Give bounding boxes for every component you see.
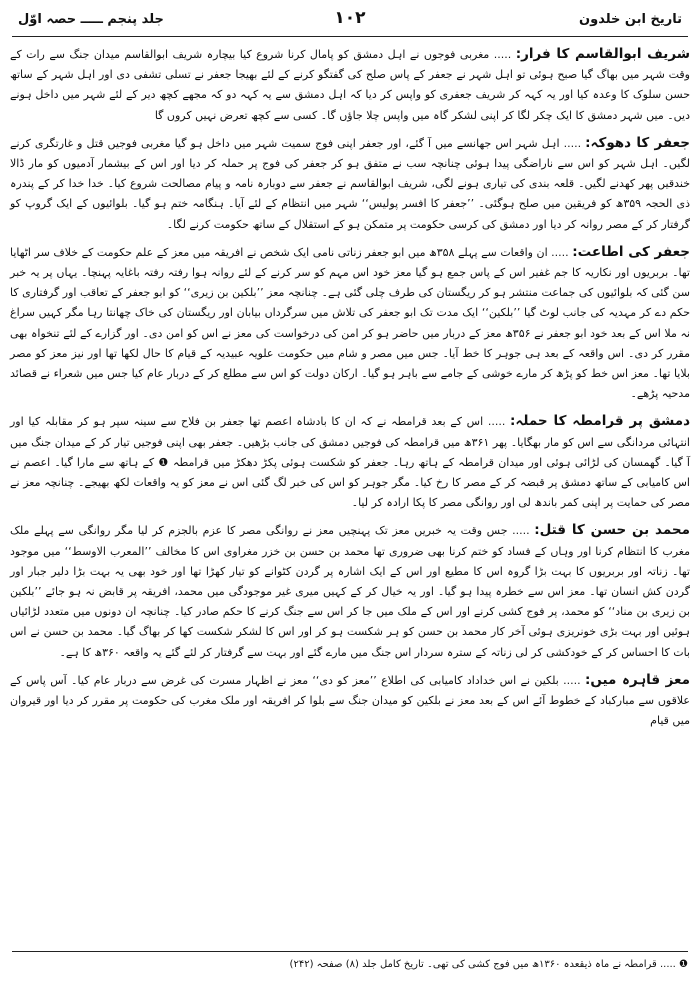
section-text: ..... جس وقت یہ خبریں معز تک پہنچیں معز نے روانگی مصر کا عزم بالجزم کر لیا مگر روانگی سے پہلے ملک مغرب کا انتظام کرنا اور وہاں کے فساد کو ختم کرنا بھی ضروری تھا محمد بن حسن بن خزر مغراوی اس کا مخالف ’’المعرب الاوسط‘‘ میں موجود تھا۔ زناتہ اور بربریوں کا بہت بڑا گروہ اس کا مطیع اور اس کے ایک اشارہ پر گردن کٹوانے کو تیار کھڑا تھا اور خود بھی یہ بہت بڑا دلیر جبار اور گردن کش انسان تھا۔ معز اس سے خطرہ پیدا ہو گیا۔ اور یہ خیال کر کے کہیں میری غیر موجودگی میں محمد، افریقہ پر قابض نہ ہو جائے ’’بلکین بن زیری بن مناد‘‘ کو محمد، پر فوج کشی کرنے اور اس کے ملک میں جا کر اس سے جنگ کرنے کا حکم صادر کیا۔ چنانچہ ان دونوں میں متعدد لڑائیاں ہوئیں اور بہت بڑی خونریزی ہوئی آخر کار محمد بن حسن کو ہر شکست ہو کر اور اس کا لشکر شکست کھا کر بھاگ گیا۔ محمد بن حسن نے اس بات کا احساس کر کے خودکشی کر لی زناتہ کے سترہ سردار اس جنگ میں مارے گئے اور بہت سے گرفتار کر لئے گئے یہ واقعہ ۳۶۰ھ کا ہے۔ [10, 524, 690, 659]
section-heading: دمشق پر قرامطہ کا حملہ: [510, 413, 691, 430]
section-text: ..... ان واقعات سے پہلے ۳۵۸ھ میں ابو جعفر زناتی نامی ایک شخص نے افریقہ میں معز کے علم حکومت کے خلاف سر اٹھایا تھا۔ بربریوں اور نکاریہ کا جم غفیر اس کے پاس جمع ہو گیا معز خود اس مہم کو سر کرنے کے لئے روانہ ہوا رفتہ رفتہ باغایہ پہنچا۔ یہاں پر یہ خبر سن گئی کہ بلوائیوں کی جماعت منتشر ہو کر ریگستان کی طرف چلی گئی ہے۔ چنانچہ معز ’’بلکین بن زیری‘‘ کو ابو جعفر کے تعاقب اور گرفتاری کا حکم دے کر مہدیہ کی جانب لوٹ گیا ’’بلکین‘‘ ایک مدت تک ابو جعفر کی تلاش میں سرگرداں بیابان اور ریگستان کی خاک چھانتا رہا مگر کہیں سراغ نہ ملا اس کے بعد خود ابو جعفر نے ۳۵۶ھ معز کے دربار میں حاضر ہو کر امن کی درخواست کی معز نے اس کو امن دی۔ اور گزارے کے لئے تنخواہ بھی مقرر کر دی۔ اس واقعہ کے بعد ہی جوہر کا خط آیا۔ جس میں مصر و شام میں حکومت علویہ عبیدیہ کے قیام کا حال لکھا تھا اور نیز معز کو مصر بلایا تھا۔ معز اس خط کو پڑھ کر مارے خوشی کے جامے سے باہر ہو گیا۔ ارکان دولت کو اس سے مطلع کر کے دربار عام کیا جس میں شعراء نے قصائد مدحیہ پڑھے۔ [10, 245, 690, 401]
header-rule [12, 36, 688, 37]
section-heading: شریف ابوالقاسم کا فرار: [515, 46, 690, 62]
section-heading: معز قاہرہ میں: [584, 671, 690, 688]
section-3 [10, 242, 690, 405]
section-heading: محمد بن حسن کا قتل: [534, 522, 690, 539]
volume-label: جلد پنجم ـــــ حصہ اوّل [18, 12, 164, 27]
book-title: تاریخ ابن خلدون [579, 12, 682, 27]
section-4 [10, 411, 690, 513]
page-body [10, 44, 690, 739]
section-1 [10, 44, 690, 126]
page-number: ۱۰۲ [334, 8, 366, 28]
section-text: ..... اس کے بعد قرامطہ نے کہ ان کا بادشاہ اعصم تھا جعفر بن فلاح سے سینہ سپر ہو کر مقابلہ کیا اور انتہائی مردانگی سے اس کو مار بھگایا۔ پھر ۳۶۱ھ میں قرامطہ کی فوجیں دمشق کی جانب بڑھیں۔ جعفر بھی اپنی فوجیں تیار کر کے میدان جنگ میں آ گیا۔ گھمسان کی لڑائی ہوئی اور میدان قرامطہ کے ہاتھ رہا۔ جعفر کو شکست ہوئی پکڑ دھکڑ میں قرامطہ ❶ کے ہاتھ سے مارا گیا۔ اعصم نے اس کامیابی کے ساتھ دمشق پر قبضہ کر کے مصر کا رخ کیا۔ مگر جوہر کو اس کی خبر لگ گئی اس نے معز کو یہ واقعات لکھ بھیجے۔ چنانچہ معز نے مصر کی حمایت پر اپنی کمر باندھ لی اور روانگی مصر کا پکا ارادہ کر لیا۔ [10, 415, 690, 510]
section-2 [10, 133, 690, 235]
section-5 [10, 520, 690, 662]
section-6 [10, 670, 690, 732]
footnote: ❶ ..... قرامطہ نے ماہ ذیقعدہ ۱۳۶۰ھ میں فوج کشی کی تھی۔ تاریخ کامل جلد (۸) صفحہ (۲۴۲) [289, 959, 688, 970]
footnote-rule [12, 951, 688, 952]
section-text: ..... اہل شہر اس جھانسے میں آ گئے، اور جعفر اپنی فوج سمیت شہر میں داخل ہو گیا مغربی فوجیں قتل و غارتگری کرنے لگیں۔ اہل شہر کو اس سے ناراضگی پیدا ہوئی چنانچہ سب نے متفق ہو کر جعفر کی فوج پر حملہ کر دیا اور اس کے بیشمار آدمیوں کو مار ڈالا خندقیں پھر کھدنے لگیں۔ قلعہ بندی کی تیاری ہونے لگی، شریف ابوالقاسم نے جعفر سے دوبارہ نامہ و پیام مصالحت شروع کیا۔ خدا خدا کر کے پندرہ ذی الحجہ ۳۵۹ھ کو فریقین میں صلح ہوگئی۔ ’’جعفر کا افسر پولیس‘‘ شہر میں انتظام کے لئے آیا۔ ہنگامہ ختم ہو گیا۔ بلوائیوں کے ایک گروپ کو گرفتار کر کے مصر روانہ کر دیا اور دمشق کی کرسی حکومت پر متمکن ہو کے استقلال کے ساتھ حکومت کرنے لگا۔ [10, 136, 690, 231]
section-heading: جعفر کا دھوکہ: [585, 134, 690, 151]
page-header [14, 8, 686, 34]
section-text: ..... بلکین نے اس خداداد کامیابی کی اطلاع ’’معز کو دی‘‘ معز نے اظہار مسرت کی غرض سے دربار عام کیا۔ آس پاس کے علاقوں سے مبارکباد کے خطوط آئے اس کے بعد معز نے بلکین کو میدان جنگ سے بلوا کر افریقہ اور ملک مغرب کی حکومت پر مقرر کر دیا اور قیروان میں قیام [10, 673, 690, 728]
section-text: ..... مغربی فوجوں نے اہل دمشق کو پامال کرنا شروع کیا بیچارہ شریف ابوالقاسم میدان جنگ سے رات کے وقت شہر میں بھاگ گیا صبح ہوئی تو اہل شہر نے جعفر کے پاس صلح کی گفتگو کرنے کے لئے بھیجا جعفر نے تسلی تشفی دی اور اہل شہر کے ساتھ حسن سلوک کا وعدہ کیا اور یہ کہہ کر شریف جعفری کو واپس کر دیا کہ اہل دمشق سے یہ کہہ دو کہ مجھے کچھ دیر کے لئے شہر میں داخل ہونے دیں۔ میں شہر دمشق کا ایک چکر لگا کر اپنی لشکر گاہ میں واپس چلا جاؤں گا۔ کسی سے کچھ تعرض نہیں کروں گا [10, 48, 690, 122]
section-heading: جعفر کی اطاعت: [572, 243, 691, 260]
